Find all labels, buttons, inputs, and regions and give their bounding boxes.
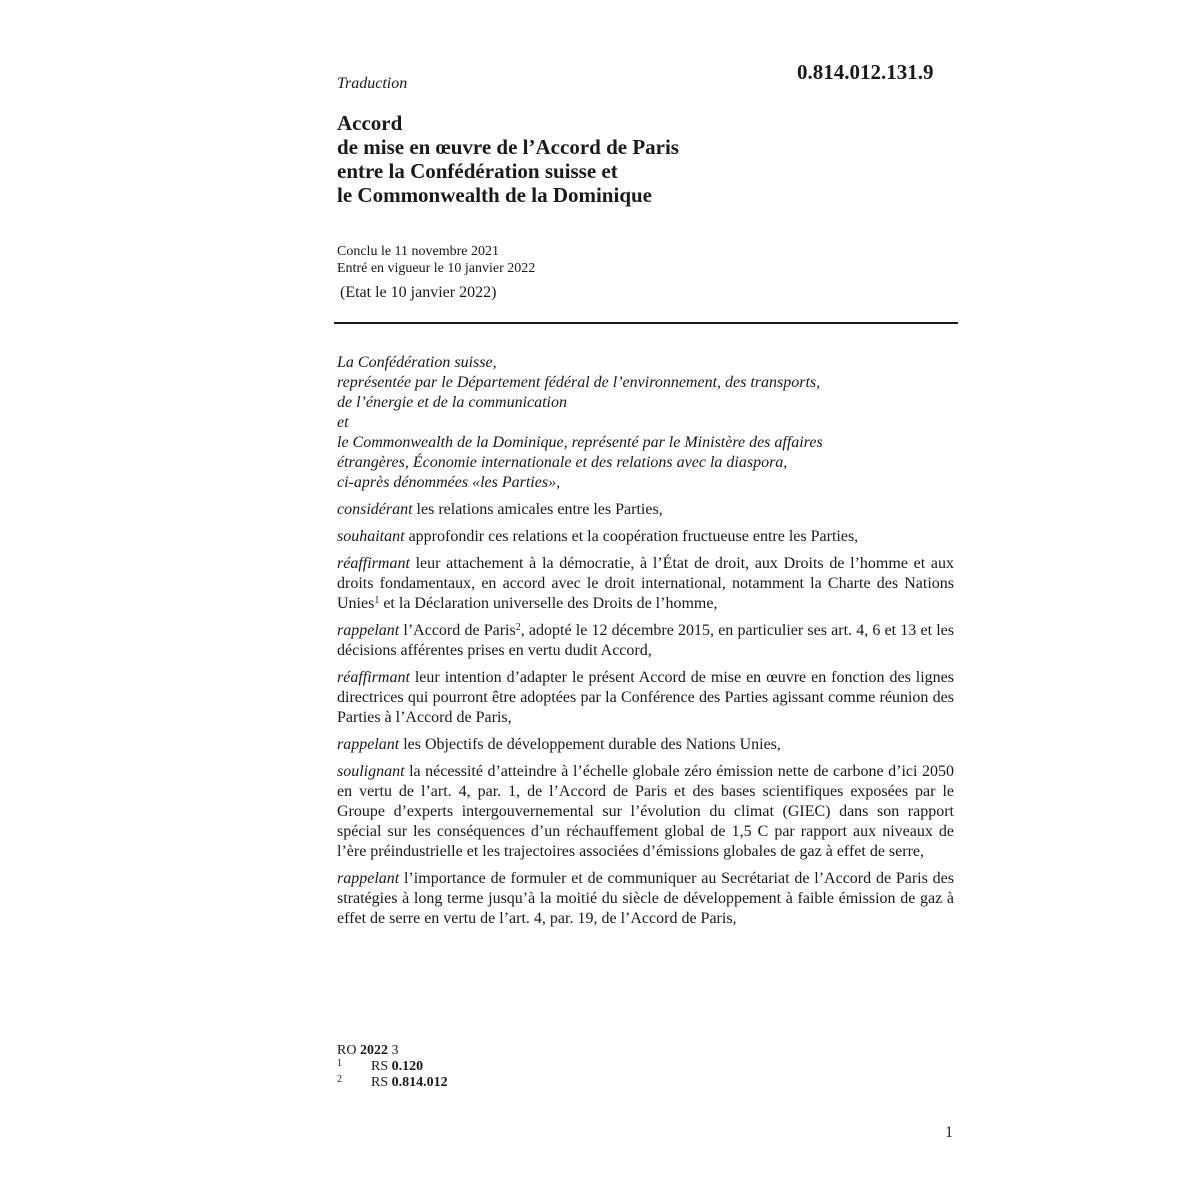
paragraph-lead: rappelant — [337, 622, 400, 639]
footnote-ref[interactable]: 1 — [374, 595, 380, 606]
footnote-ref-link[interactable]: 0.120 — [391, 1059, 424, 1074]
in-force-date: Entré en vigueur le 10 janvier 2022 — [337, 261, 536, 276]
preamble-paragraph — [337, 621, 954, 661]
paragraph-lead: réaffirmant — [337, 669, 410, 686]
paragraph-text: leur intention d’adapter le présent Accord de mise en œuvre en fonction des lignes directrices qui pourront être adoptées par la Conférence des Parties agissant comme réunion des Parties à l’Accord de Paris, — [337, 669, 954, 726]
preamble-paragraph — [337, 554, 954, 614]
document-number: 0.814.012.131.9 — [797, 60, 934, 84]
paragraph-lead: rappelant — [337, 870, 400, 887]
preamble-paragraph — [337, 500, 954, 520]
paragraph-text: l’Accord de Paris — [399, 622, 516, 639]
parties-line: La Confédération suisse, — [337, 354, 497, 371]
footnote — [337, 1075, 448, 1091]
footnotes-block — [337, 1043, 448, 1091]
horizontal-rule — [334, 322, 958, 324]
parties-line: ci-après dénommées «les Parties», — [337, 474, 561, 491]
paragraph-text: les Objectifs de développement durable des Nations Unies, — [399, 736, 781, 753]
footnote-prefix: RS — [371, 1059, 389, 1074]
paragraph-text: leur attachement à la démocratie, à l’État de droit, aux Droits de l’homme et aux droits fondamentaux, en accord avec le droit international, notamment la Charte des Nations Unies — [337, 555, 954, 612]
paragraph-text: , adopté le 12 décembre 2015, en particulier ses art. 4, 6 et 13 et les décisions afférentes prises en vertu dudit Accord, — [337, 622, 954, 659]
paragraph-lead: réaffirmant — [337, 555, 410, 572]
preamble — [337, 353, 954, 929]
title-line: de mise en œuvre de l’Accord de Paris — [337, 135, 679, 159]
preamble-paragraph — [337, 762, 954, 862]
paragraph-text: et la Déclaration universelle des Droits de l’homme, — [379, 595, 718, 612]
status-date: (Etat le 10 janvier 2022) — [340, 284, 497, 301]
translation-label: Traduction — [337, 75, 408, 92]
title-line: Accord — [337, 111, 403, 135]
preamble-paragraph — [337, 668, 954, 728]
footnote-prefix: RS — [371, 1075, 389, 1090]
title-line: entre la Confédération suisse et — [337, 159, 618, 183]
preamble-paragraph — [337, 527, 954, 547]
parties-line: représentée par le Département fédéral de l’environnement, des transports, — [337, 374, 821, 391]
paragraph-lead: souhaitant — [337, 528, 405, 545]
concluded-date: Conclu le 11 novembre 2021 — [337, 244, 500, 259]
footnote-ref[interactable]: 2 — [515, 622, 521, 633]
parties-line: de l’énergie et de la communication — [337, 394, 567, 411]
footnote-ref-link[interactable]: 0.814.012 — [391, 1075, 448, 1090]
paragraph-lead: rappelant — [337, 736, 400, 753]
parties-line: étrangères, Économie internationale et des relations avec la diaspora, — [337, 454, 788, 471]
ro-prefix: RO — [337, 1043, 357, 1058]
parties-line: le Commonwealth de la Dominique, représenté par le Ministère des affaires — [337, 434, 823, 451]
ro-year: 2022 — [359, 1043, 388, 1058]
title-line: le Commonwealth de la Dominique — [337, 183, 652, 207]
footnote-number: 1 — [337, 1058, 342, 1069]
preamble-paragraph — [337, 735, 954, 755]
footnote-number: 2 — [337, 1074, 342, 1085]
preamble-paragraph — [337, 869, 954, 929]
parties-block — [337, 353, 954, 493]
page-number: 1 — [945, 1124, 953, 1141]
paragraph-text: approfondir ces relations et la coopération fructueuse entre les Parties, — [404, 528, 859, 545]
paragraph-text: la nécessité d’atteindre à l’échelle globale zéro émission nette de carbone d’ici 2050 en vertu de l’art. 4, par. 1, de l’Accord de Paris et des bases scientifiques exposées par le Groupe d’experts intergouvernemental sur l’évolution du climat (GIEC) dans son rapport spécial sur les conséquences d’un réchauffement global de 1,5 C par rapport aux niveaux de l’ère préindustrielle et les trajectoires associées d’émissions globales de gaz à effet de serre, — [337, 763, 954, 860]
paragraph-text: l’importance de formuler et de communiquer au Secrétariat de l’Accord de Paris des stratégies à long terme jusqu’à la moitié du siècle de développement à faible émission de gaz à effet de serre en vertu de l’art. 4, par. 19, de l’Accord de Paris, — [337, 870, 954, 927]
parties-line: et — [337, 414, 349, 431]
ro-page: 3 — [391, 1043, 399, 1058]
paragraph-lead: soulignant — [337, 763, 405, 780]
paragraph-text: les relations amicales entre les Parties, — [412, 501, 663, 518]
date-block — [337, 243, 535, 277]
document-title — [337, 111, 679, 207]
paragraph-lead: considérant — [337, 501, 413, 518]
